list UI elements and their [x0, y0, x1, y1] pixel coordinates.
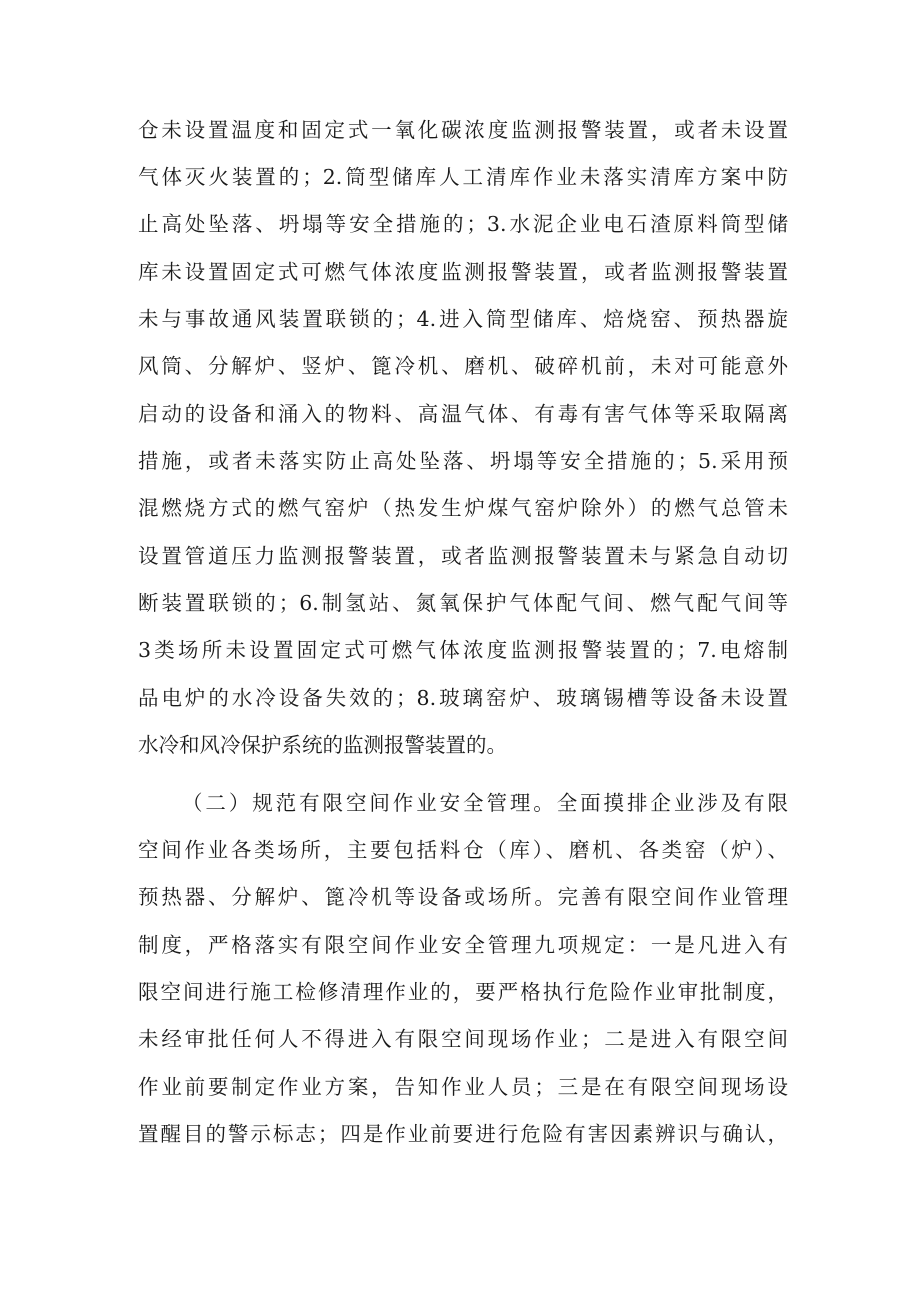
paragraph-line: 未与事故通风装置联锁的；4.进入筒型储库、焙烧窑、预热器旋	[138, 307, 788, 331]
paragraph-line: 限空间进行施工检修清理作业的，要严格执行危险作业审批制度，	[138, 980, 788, 1004]
paragraph-line: 未经审批任何人不得进入有限空间现场作业；二是进入有限空间	[138, 1027, 788, 1051]
paragraph-line-end: 水冷和风冷保护系统的监测报警装置的。	[138, 733, 507, 757]
paragraph-line: 置醒目的警示标志；四是作业前要进行危险有害因素辨识与确认，	[138, 1122, 788, 1146]
paragraph-line: 空间作业各类场所，主要包括料仓（库）、磨机、各类窑（炉）、	[138, 838, 788, 862]
paragraph-line: 风筒、分解炉、竖炉、篦冷机、磨机、破碎机前，未对可能意外	[138, 354, 788, 378]
paragraph-line: 混燃烧方式的燃气窑炉（热发生炉煤气窑炉除外）的燃气总管未	[138, 496, 788, 520]
paragraph-line: 断装置联锁的；6.制氢站、氮氧保护气体配气间、燃气配气间等	[138, 591, 788, 615]
paragraph-line: 库未设置固定式可燃气体浓度监测报警装置，或者监测报警装置	[138, 260, 788, 284]
paragraph-line: 措施，或者未落实防止高处坠落、坍塌等安全措施的；5.采用预	[138, 449, 788, 473]
paragraph-line: 预热器、分解炉、篦冷机等设备或场所。完善有限空间作业管理	[138, 885, 788, 909]
paragraph-line: 制度，严格落实有限空间作业安全管理九项规定：一是凡进入有	[138, 933, 788, 957]
section-heading-line: （二）规范有限空间作业安全管理。全面摸排企业涉及有限	[182, 791, 788, 815]
paragraph-line: 3类场所未设置固定式可燃气体浓度监测报警装置的；7.电熔制	[138, 638, 788, 662]
paragraph-line: 气体灭火装置的；2.筒型储库人工清库作业未落实清库方案中防	[138, 165, 788, 189]
paragraph-line: 仓未设置温度和固定式一氧化碳浓度监测报警装置，或者未设置	[138, 118, 788, 142]
paragraph-line: 止高处坠落、坍塌等安全措施的；3.水泥企业电石渣原料筒型储	[138, 212, 788, 236]
paragraph-line: 作业前要制定作业方案，告知作业人员；三是在有限空间现场设	[138, 1075, 788, 1099]
paragraph-line: 启动的设备和涌入的物料、高温气体、有毒有害气体等采取隔离	[138, 402, 788, 426]
paragraph-line: 品电炉的水冷设备失效的；8.玻璃窑炉、玻璃锡槽等设备未设置	[138, 686, 788, 710]
paragraph-line: 设置管道压力监测报警装置，或者监测报警装置未与紧急自动切	[138, 544, 788, 568]
